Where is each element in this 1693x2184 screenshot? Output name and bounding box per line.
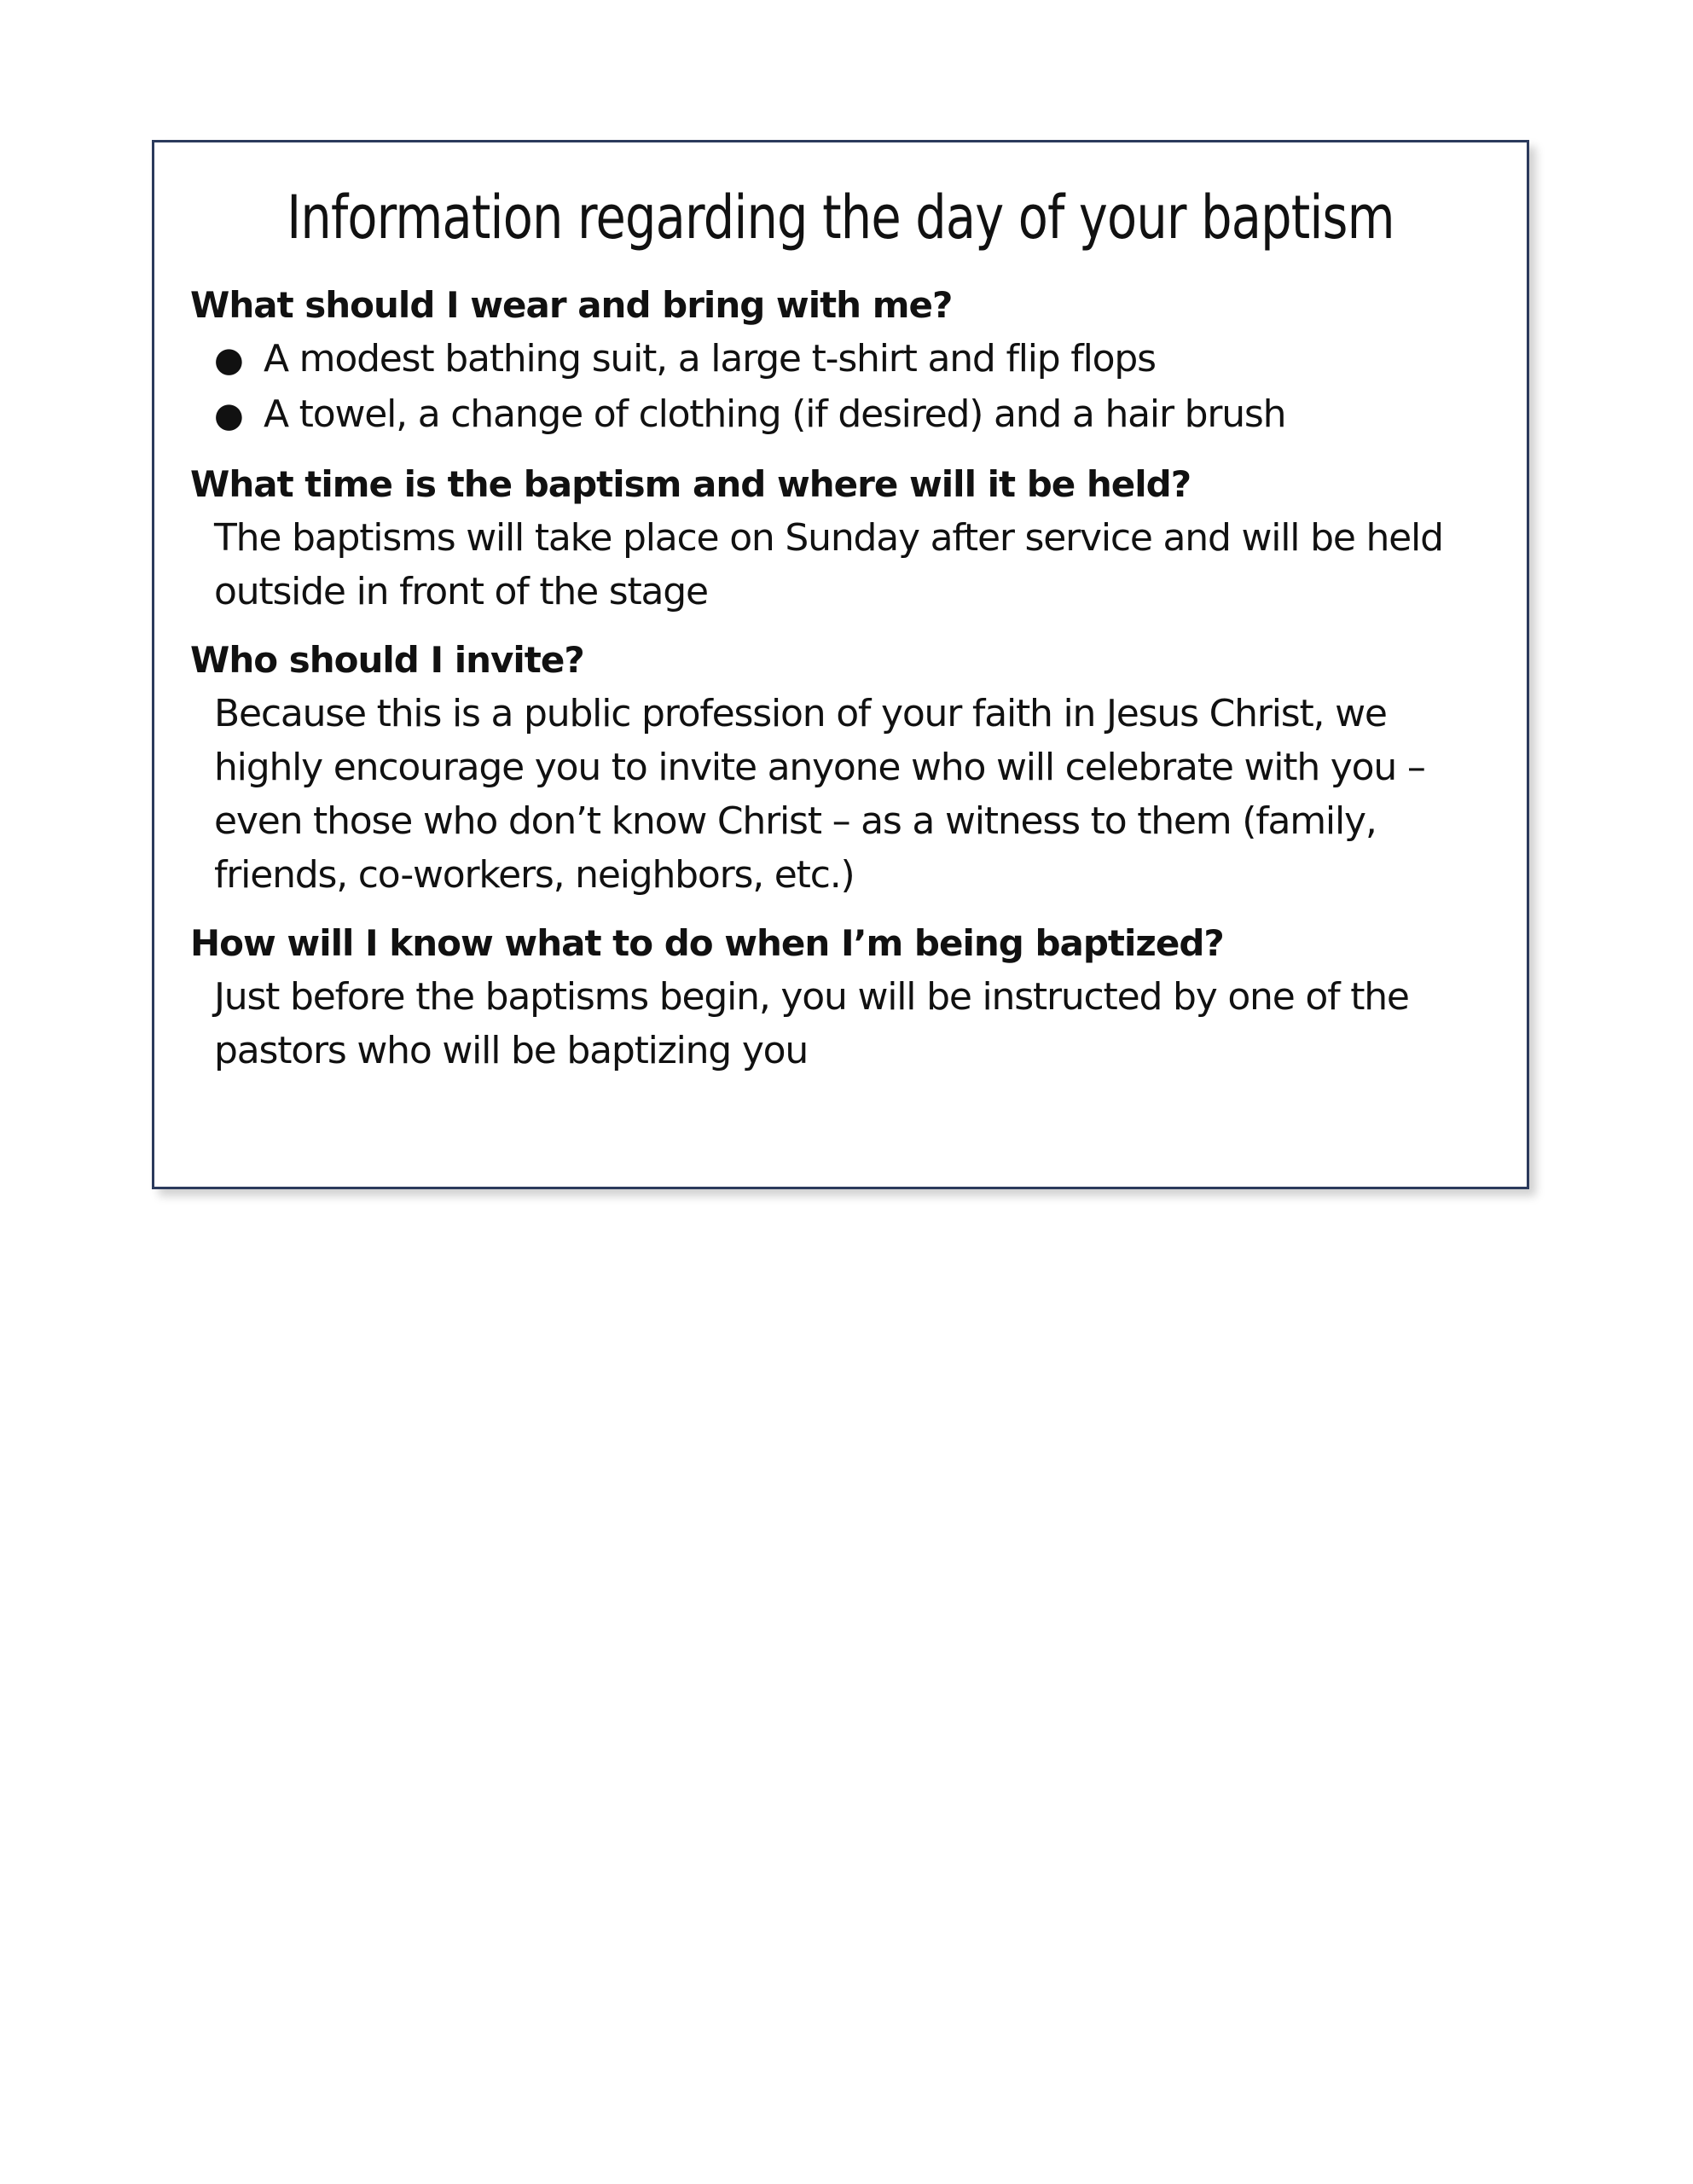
document-title: Information regarding the day of your baptism xyxy=(287,183,1394,253)
question-time-location: What time is the baptism and where will it be held? xyxy=(190,463,1191,505)
answer-invite: Because this is a public profession of your faith in Jesus Christ, we highly encourage you to invite anyone who will celebrate with you – even those who don’t know Christ – as a witness to them (family, friends, co-workers, neighbors, etc.) xyxy=(214,692,1425,897)
bullet-icon: ● xyxy=(214,396,243,435)
section-instructions xyxy=(190,917,1493,1077)
bullet-icon: ● xyxy=(214,340,243,380)
section-wear-bring xyxy=(190,279,1493,443)
content xyxy=(190,279,1493,1093)
question-instructions: How will I know what to do when I’m being baptized? xyxy=(190,922,1224,964)
info-box xyxy=(152,140,1529,1189)
section-time-location xyxy=(190,458,1493,619)
bullet-text: A modest bathing suit, a large t-shirt and flip flops xyxy=(264,337,1156,380)
answer-time-location: The baptisms will take place on Sunday after service and will be held outside in front of the stage xyxy=(214,516,1443,613)
bullet-item xyxy=(214,387,1493,443)
question-wear-bring: What should I wear and bring with me? xyxy=(190,284,953,326)
bullet-text: A towel, a change of clothing (if desired) and a hair brush xyxy=(264,392,1286,436)
bullet-item xyxy=(214,332,1493,387)
question-invite: Who should I invite? xyxy=(190,639,584,681)
bullet-list xyxy=(190,332,1493,443)
section-invite xyxy=(190,634,1493,902)
answer-instructions: Just before the baptisms begin, you will be instructed by one of the pastors who will be baptizing you xyxy=(214,975,1409,1072)
